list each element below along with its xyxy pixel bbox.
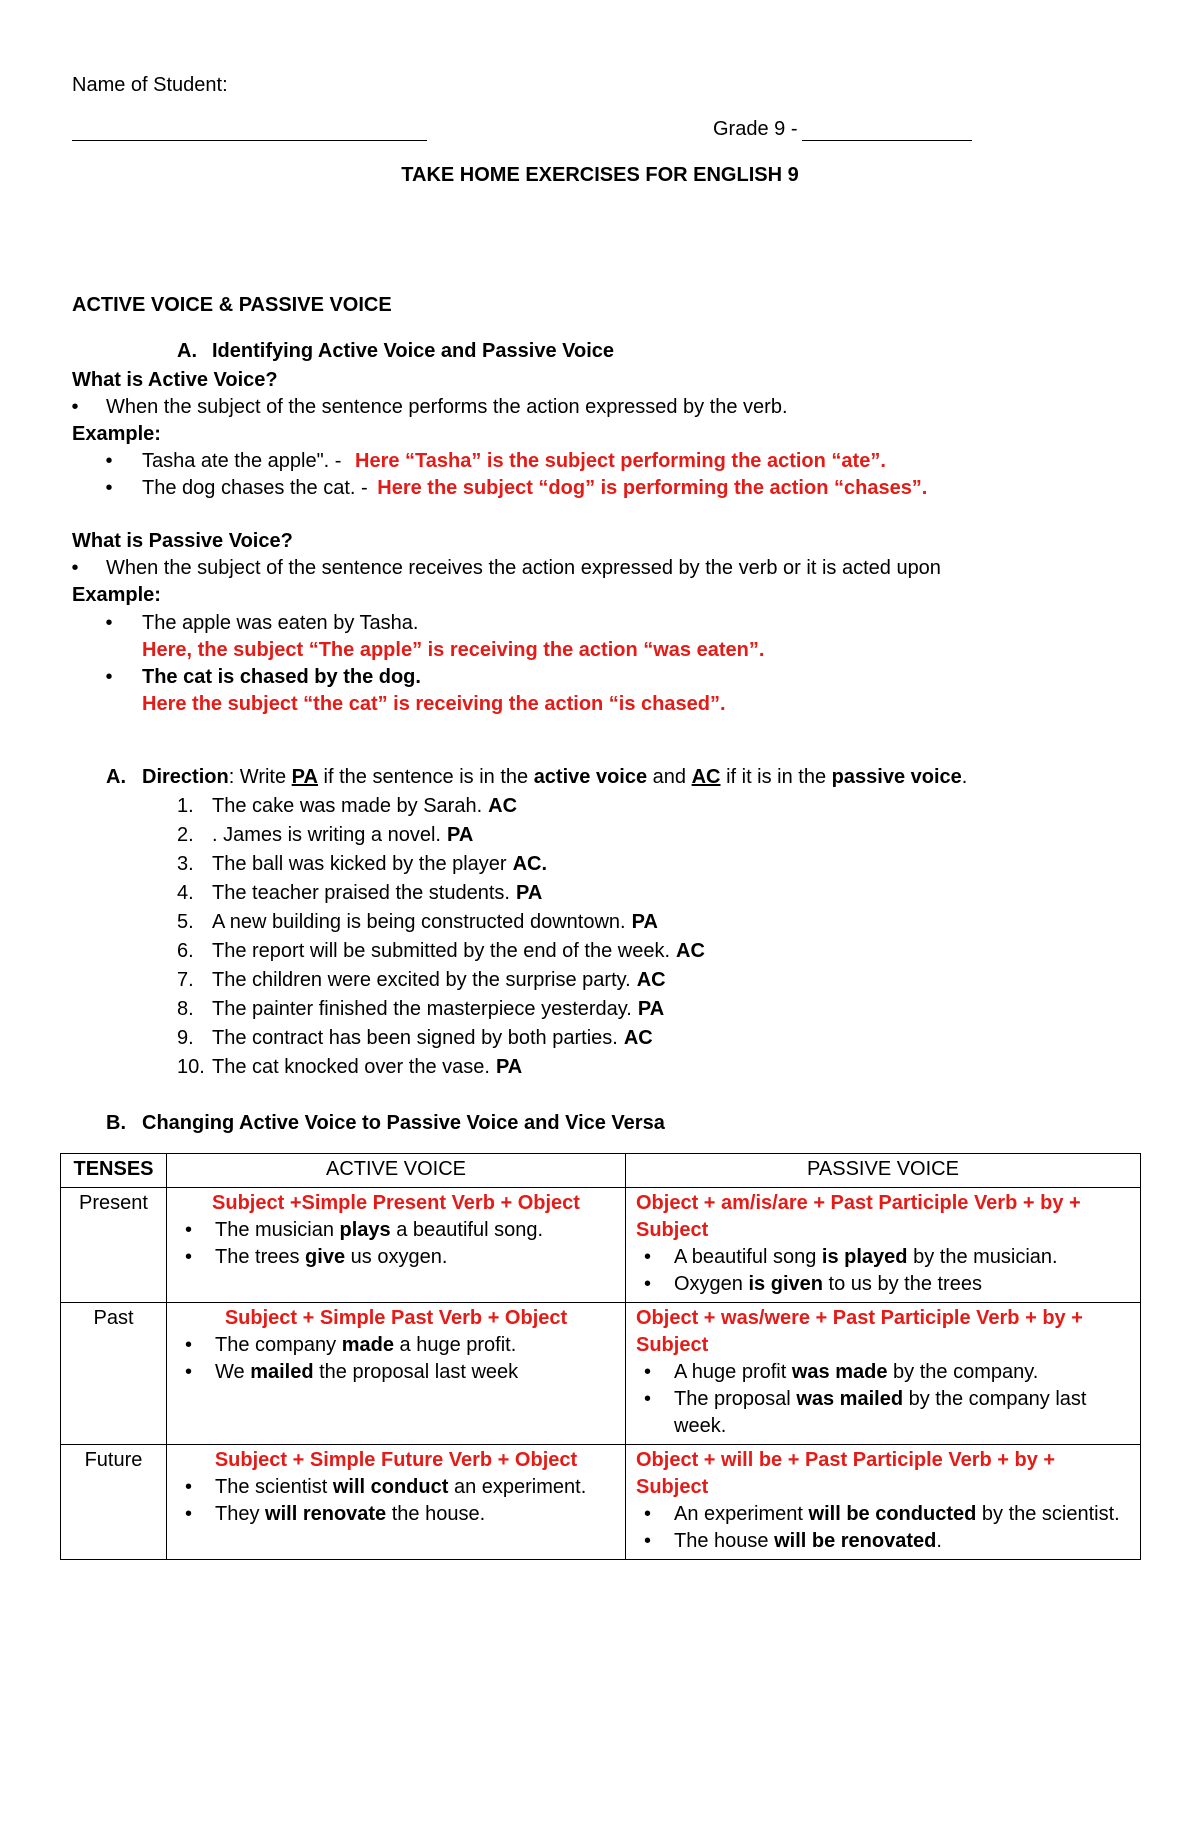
bullet: • <box>105 477 113 499</box>
example-pre: The company <box>215 1334 337 1356</box>
table-header-row <box>61 1154 1141 1188</box>
example-list <box>636 1359 1130 1440</box>
example-pre: They <box>215 1503 260 1525</box>
example-verb: is played <box>821 1246 908 1268</box>
bullet: • <box>71 557 79 579</box>
example-note: Here the subject “dog” is performing the action “chases”. <box>377 477 928 499</box>
example-pre: The house <box>674 1530 769 1552</box>
example-verb: will conduct <box>332 1476 449 1498</box>
example-pre: Oxygen <box>674 1273 743 1295</box>
item-answer: AC <box>488 795 518 817</box>
example-pre: We <box>215 1361 245 1383</box>
example-list <box>177 1332 615 1386</box>
direction-part: : Write <box>228 766 287 788</box>
active-formula: Subject + Simple Future Verb + Object <box>214 1449 578 1471</box>
item-number: 1. <box>177 795 194 817</box>
item-answer: AC <box>623 1027 653 1049</box>
example-list <box>636 1501 1130 1555</box>
item-text: The ball was kicked by the player <box>212 853 507 875</box>
item-number: 10. <box>177 1056 205 1078</box>
example-verb: will be conducted <box>808 1503 977 1525</box>
item-answer: PA <box>446 824 474 846</box>
active-example-2 <box>142 475 927 501</box>
item-number: 3. <box>177 853 194 875</box>
item-answer: PA <box>631 911 658 933</box>
direction-text <box>142 764 967 790</box>
passive-cell <box>626 1303 1141 1445</box>
header-tenses: TENSES <box>61 1154 167 1188</box>
table-example <box>674 1501 1130 1528</box>
active-question: What is Active Voice? <box>72 369 278 391</box>
active-example-1 <box>142 448 886 474</box>
passive-example-1-sentence: The apple was eaten by Tasha. <box>142 612 419 634</box>
passive-example-2-note: Here the subject “the cat” is receiving the action “is chased”. <box>142 693 726 715</box>
part-b-heading: Changing Active Voice to Passive Voice and Vice Versa <box>142 1112 665 1134</box>
passive-formula: Object + am/is/are + Past Participle Verb + by + Subject <box>636 1192 1081 1241</box>
passive-formula: Object + will be + Past Participle Verb + by + Subject <box>636 1449 1056 1498</box>
example-verb: was made <box>791 1361 888 1383</box>
item-answer: AC. <box>512 853 548 875</box>
example-post: a huge profit. <box>399 1334 517 1356</box>
direction-part: if the sentence is in the <box>323 766 529 788</box>
active-example-label: Example: <box>72 423 161 445</box>
exercise-item <box>212 996 664 1022</box>
exercise-item <box>212 1054 522 1080</box>
example-verb: plays <box>339 1219 391 1241</box>
example-post: a beautiful song. <box>396 1219 543 1241</box>
example-verb: give <box>305 1246 346 1268</box>
table-example <box>215 1244 615 1271</box>
tense-cell: Past <box>61 1303 167 1445</box>
exercise-item <box>212 851 547 877</box>
example-pre: A beautiful song <box>674 1246 817 1268</box>
example-list <box>177 1217 615 1271</box>
header-passive-voice: PASSIVE VOICE <box>626 1154 1141 1188</box>
passive-voice-term: passive voice <box>831 766 962 788</box>
example-sentence: Tasha ate the apple". - <box>142 450 342 472</box>
item-answer: PA <box>495 1056 523 1078</box>
example-pre: The trees <box>215 1246 300 1268</box>
example-verb: made <box>341 1334 394 1356</box>
active-formula: Subject + Simple Past Verb + Object <box>224 1307 568 1329</box>
bullet: • <box>105 666 113 688</box>
table-example <box>215 1474 615 1501</box>
grade-blank-line <box>802 140 972 141</box>
item-number: 4. <box>177 882 194 904</box>
header-active-voice: ACTIVE VOICE <box>167 1154 626 1188</box>
passive-example-1-note: Here, the subject “The apple” is receiving the action “was eaten”. <box>142 639 765 661</box>
exercise-item <box>212 938 705 964</box>
item-answer: AC <box>676 940 705 962</box>
item-number: 5. <box>177 911 194 933</box>
part-b-marker: B. <box>106 1112 126 1134</box>
ac-code: AC <box>691 766 721 788</box>
passive-cell <box>626 1445 1141 1560</box>
example-pre: An experiment <box>674 1503 803 1525</box>
item-text: The painter finished the masterpiece yesterday. <box>212 998 632 1020</box>
exercise-item <box>212 793 517 819</box>
item-text: A new building is being constructed downtown. <box>212 911 626 933</box>
exercise-item <box>212 909 658 935</box>
active-voice-term: active voice <box>533 766 648 788</box>
bullet: • <box>105 450 113 472</box>
item-text: The children were excited by the surprise party. <box>212 969 631 991</box>
direction-marker: A. <box>106 766 126 788</box>
item-answer: PA <box>515 882 543 904</box>
example-post: the proposal last week <box>319 1361 519 1383</box>
passive-question: What is Passive Voice? <box>72 530 293 552</box>
table-row <box>61 1303 1141 1445</box>
table-example <box>674 1359 1130 1386</box>
direction-part: and <box>652 766 687 788</box>
example-post: by the company. <box>893 1361 1039 1383</box>
example-post: by the musician. <box>913 1246 1058 1268</box>
tense-cell: Present <box>61 1188 167 1303</box>
voice-tense-table <box>60 1153 1141 1560</box>
example-note: Here “Tasha” is the subject performing the action “ate”. <box>355 450 886 472</box>
example-post: by the company last week. <box>674 1388 1087 1437</box>
example-post: to us by the trees <box>828 1273 982 1295</box>
exercise-item <box>212 967 666 993</box>
passive-example-2-sentence: The cat is chased by the dog. <box>142 666 421 688</box>
active-cell <box>167 1303 626 1445</box>
table-example <box>674 1528 1130 1555</box>
example-verb: was mailed <box>796 1388 904 1410</box>
passive-example-label: Example: <box>72 584 161 606</box>
table-row <box>61 1445 1141 1560</box>
passive-formula: Object + was/were + Past Participle Verb + by + Subject <box>636 1307 1083 1356</box>
page-title: TAKE HOME EXERCISES FOR ENGLISH 9 <box>401 164 799 186</box>
example-sentence: The dog chases the cat. - <box>142 477 368 499</box>
section-title: ACTIVE VOICE & PASSIVE VOICE <box>72 294 392 316</box>
example-list <box>636 1244 1130 1298</box>
example-pre: The musician <box>215 1219 334 1241</box>
tense-cell: Future <box>61 1445 167 1560</box>
example-post: . <box>936 1530 942 1552</box>
item-number: 2. <box>177 824 194 846</box>
part-a-heading: Identifying Active Voice and Passive Voice <box>212 340 614 362</box>
item-text: The teacher praised the students. <box>212 882 510 904</box>
bullet: • <box>71 396 79 418</box>
item-number: 9. <box>177 1027 194 1049</box>
item-text: . James is writing a novel. <box>212 824 441 846</box>
example-verb: is given <box>748 1273 823 1295</box>
bullet: • <box>105 612 113 634</box>
example-post: an experiment. <box>453 1476 587 1498</box>
passive-definition: When the subject of the sentence receives the action expressed by the verb or it is acted upon <box>106 557 941 579</box>
example-post: the house. <box>391 1503 486 1525</box>
item-text: The cat knocked over the vase. <box>212 1056 490 1078</box>
table-example <box>215 1217 615 1244</box>
example-post: by the scientist. <box>981 1503 1120 1525</box>
exercise-item <box>212 1025 653 1051</box>
active-formula: Subject +Simple Present Verb + Object <box>212 1192 580 1214</box>
item-number: 7. <box>177 969 194 991</box>
direction-label: Direction <box>142 766 229 788</box>
item-answer: PA <box>637 998 665 1020</box>
item-answer: AC <box>636 969 666 991</box>
item-text: The report will be submitted by the end of the week. <box>212 940 671 962</box>
table-example <box>215 1332 615 1359</box>
example-verb: will renovate <box>265 1503 387 1525</box>
table-example <box>674 1271 1130 1298</box>
example-pre: The proposal <box>674 1388 791 1410</box>
pa-code: PA <box>291 766 318 788</box>
table-example <box>674 1386 1130 1440</box>
direction-part: . <box>961 766 968 788</box>
item-text: The cake was made by Sarah. <box>212 795 483 817</box>
table-example <box>674 1244 1130 1271</box>
table-example <box>215 1501 615 1528</box>
direction-part: if it is in the <box>726 766 827 788</box>
grade-label: Grade 9 - <box>713 118 798 140</box>
item-text: The contract has been signed by both parties. <box>212 1027 618 1049</box>
exercise-item <box>212 822 473 848</box>
example-list <box>177 1474 615 1528</box>
name-label: Name of Student: <box>72 74 228 96</box>
active-cell <box>167 1188 626 1303</box>
example-post: us oxygen. <box>350 1246 448 1268</box>
table-example <box>215 1359 615 1386</box>
part-a-marker: A. <box>177 340 197 362</box>
item-number: 6. <box>177 940 194 962</box>
passive-cell <box>626 1188 1141 1303</box>
example-pre: A huge profit <box>674 1361 787 1383</box>
item-number: 8. <box>177 998 194 1020</box>
active-definition: When the subject of the sentence performs the action expressed by the verb. <box>106 396 788 418</box>
example-verb: mailed <box>250 1361 314 1383</box>
active-cell <box>167 1445 626 1560</box>
table-row <box>61 1188 1141 1303</box>
name-blank-line <box>72 140 427 141</box>
exercise-item <box>212 880 542 906</box>
example-pre: The scientist <box>215 1476 328 1498</box>
example-verb: will be renovated <box>774 1530 937 1552</box>
